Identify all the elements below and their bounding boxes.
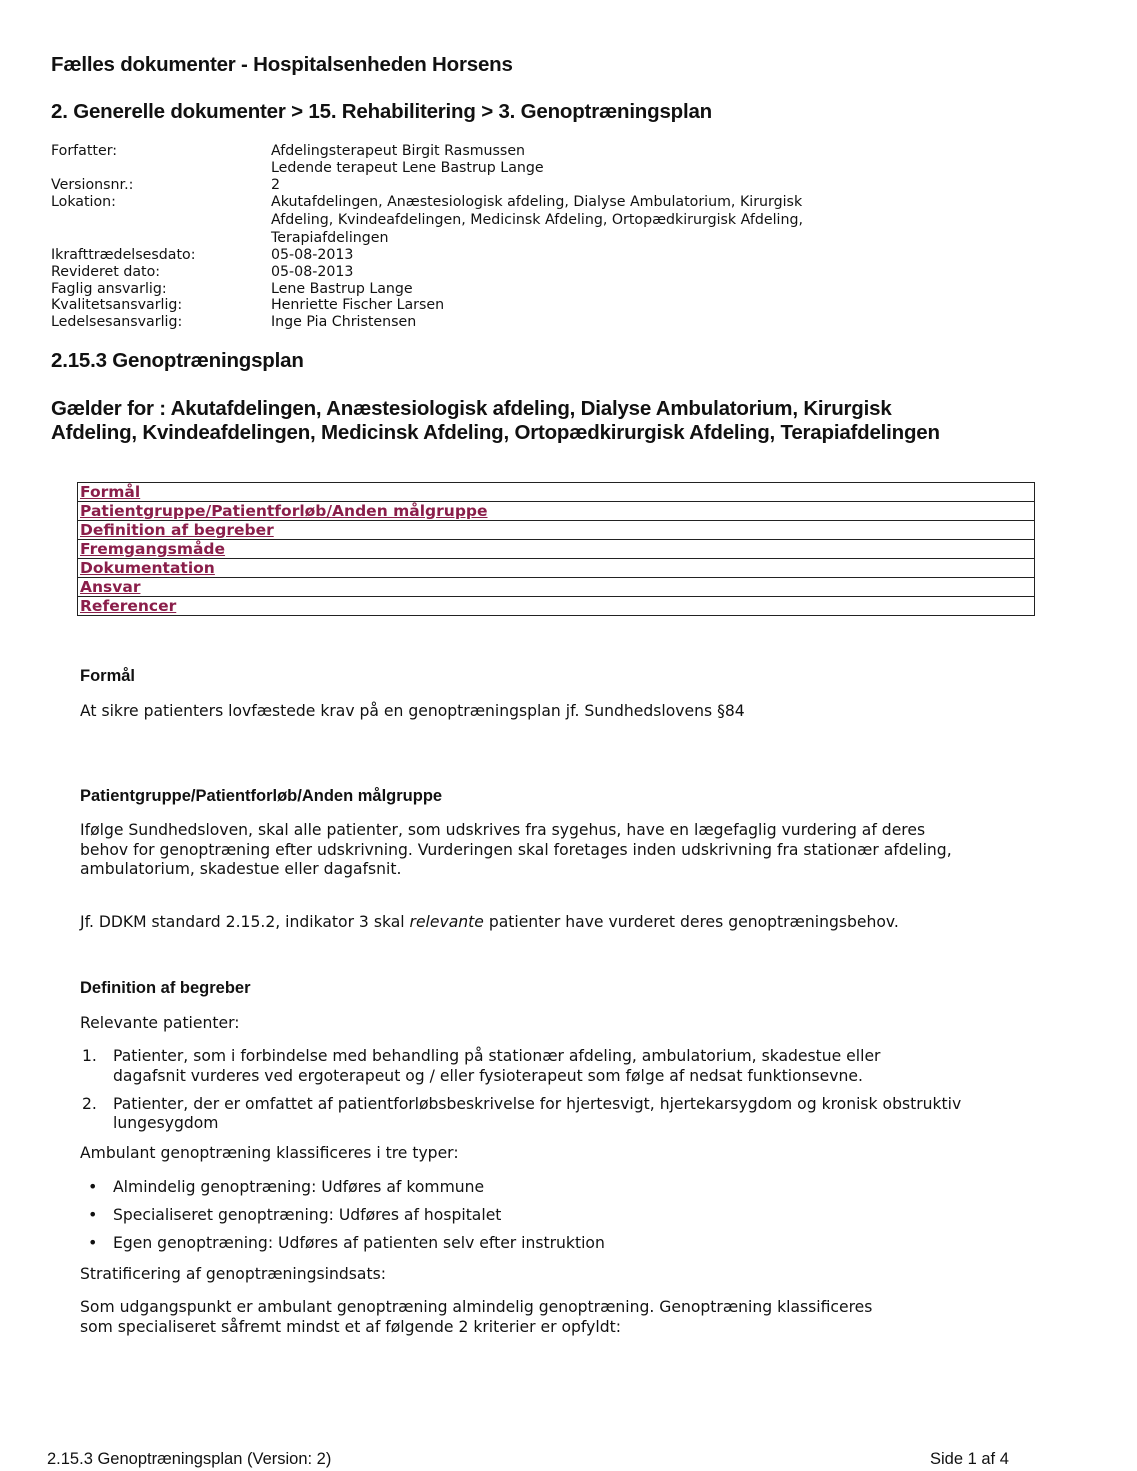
toc-row: [78, 559, 1035, 578]
meta-ikraft: 05-08-2013: [271, 247, 354, 263]
bullet-item: Almindelig genoptræning: Udføres af kommune: [113, 1178, 485, 1196]
meta-forfatter-1: Afdelingsterapeut Birgit Rasmussen: [271, 143, 526, 159]
section-heading-formaal: Formål: [80, 667, 136, 685]
list-number: 1.: [82, 1047, 97, 1065]
stratificering-line-1: Som udgangspunkt er ambulant genoptræning almindelig genoptræning. Genoptræning klassificeres: [80, 1298, 873, 1316]
toc-row: [78, 521, 1035, 540]
meta-lokation-1: Akutafdelingen, Anæstesiologisk afdeling, Dialyse Ambulatorium, Kirurgisk: [271, 194, 803, 210]
list-item-2-line-2: lungesygdom: [113, 1114, 219, 1132]
meta-ledelse-label: Ledelsesansvarlig:: [51, 314, 183, 330]
document-title: 2.15.3 Genoptræningsplan: [51, 349, 304, 372]
list-item-1-line-2: dagafsnit vurderes ved ergoterapeut og / eller fysioterapeut som følge af nedsat funktionsevne.: [113, 1067, 863, 1085]
meta-forfatter-2: Ledende terapeut Lene Bastrup Lange: [271, 160, 544, 176]
ddkm-reference-text: Jf. DDKM standard 2.15.2, indikator 3 skal relevante patienter have vurderet deres genoptræningsbehov.: [80, 913, 899, 931]
meta-kvalitet: Henriette Fischer Larsen: [271, 297, 445, 313]
table-of-contents: [77, 482, 1035, 616]
section-heading-definition: Definition af begreber: [80, 979, 251, 997]
meta-lokation-label: Lokation:: [51, 194, 116, 210]
list-item-2-line-1: Patienter, der er omfattet af patientforløbsbeskrivelse for hjertesvigt, hjertekarsygdom og kronisk obstruktiv: [113, 1095, 962, 1113]
meta-ledelse: Inge Pia Christensen: [271, 314, 417, 330]
list-number: 2.: [82, 1095, 97, 1113]
formaal-text: At sikre patienters lovfæstede krav på en genoptræningsplan jf. Sundhedslovens §84: [80, 702, 745, 720]
bullet-item: Egen genoptræning: Udføres af patienten selv efter instruktion: [113, 1234, 605, 1252]
meta-faglig: Lene Bastrup Lange: [271, 281, 413, 297]
document-header-title: Fælles dokumenter - Hospitalsenheden Horsens: [51, 53, 513, 76]
toc-link-definition[interactable]: Definition af begreber: [80, 521, 274, 539]
toc-link-ansvar[interactable]: Ansvar: [80, 578, 141, 596]
bullet-icon: •: [88, 1205, 98, 1224]
emphasis-relevante: relevante: [409, 913, 484, 931]
meta-revideret-label: Revideret dato:: [51, 264, 161, 280]
stratificering-label: Stratificering af genoptræningsindsats:: [80, 1265, 386, 1283]
footer-document-label: 2.15.3 Genoptræningsplan (Version: 2): [47, 1450, 332, 1468]
bullet-item: Specialiseret genoptræning: Udføres af hospitalet: [113, 1206, 502, 1224]
toc-row: [78, 502, 1035, 521]
toc-row: [78, 540, 1035, 559]
toc-row: [78, 578, 1035, 597]
toc-link-fremgangsmaade[interactable]: Fremgangsmåde: [80, 540, 226, 558]
list-item-1-line-1: Patienter, som i forbindelse med behandling på stationær afdeling, ambulatorium, skadestue eller: [113, 1047, 881, 1065]
toc-row: [78, 597, 1035, 616]
patientgruppe-line-1: Ifølge Sundhedsloven, skal alle patienter, som udskrives fra sygehus, have en lægefaglig vurdering af deres: [80, 821, 926, 839]
bullet-icon: •: [88, 1233, 98, 1252]
applies-to-line-1: Gælder for : Akutafdelingen, Anæstesiologisk afdeling, Dialyse Ambulatorium, Kirurgisk: [51, 397, 892, 420]
toc-row: [78, 483, 1035, 502]
stratificering-line-2: som specialiseret såfremt mindst et af følgende 2 kriterier er opfyldt:: [80, 1318, 621, 1336]
meta-forfatter-label: Forfatter:: [51, 143, 118, 159]
breadcrumb: 2. Generelle dokumenter > 15. Rehabilitering > 3. Genoptræningsplan: [51, 100, 712, 123]
patientgruppe-line-2: behov for genoptræning efter udskrivning. Vurderingen skal foretages inden udskrivning fra stationær afdeling,: [80, 841, 952, 859]
meta-ikraft-label: Ikrafttrædelsesdato:: [51, 247, 196, 263]
toc-link-referencer[interactable]: Referencer: [80, 597, 177, 615]
meta-faglig-label: Faglig ansvarlig:: [51, 281, 167, 297]
bullet-icon: •: [88, 1177, 98, 1196]
toc-link-dokumentation[interactable]: Dokumentation: [80, 559, 215, 577]
meta-lokation-3: Terapiafdelingen: [271, 230, 389, 246]
toc-link-formaal[interactable]: Formål: [80, 483, 141, 501]
footer-page-number: Side 1 af 4: [930, 1450, 1009, 1468]
toc-link-patientgruppe[interactable]: Patientgruppe/Patientforløb/Anden målgruppe: [80, 502, 488, 520]
meta-version-label: Versionsnr.:: [51, 177, 134, 193]
meta-revideret: 05-08-2013: [271, 264, 354, 280]
meta-lokation-2: Afdeling, Kvindeafdelingen, Medicinsk Afdeling, Ortopædkirurgisk Afdeling,: [271, 212, 803, 228]
section-heading-patientgruppe: Patientgruppe/Patientforløb/Anden målgruppe: [80, 787, 443, 805]
ambulant-types-intro: Ambulant genoptræning klassificeres i tre typer:: [80, 1144, 459, 1162]
applies-to-line-2: Afdeling, Kvindeafdelingen, Medicinsk Afdeling, Ortopædkirurgisk Afdeling, Terapiafdelingen: [51, 421, 940, 444]
patientgruppe-line-3: ambulatorium, skadestue eller dagafsnit.: [80, 860, 402, 878]
relevante-patienter-label: Relevante patienter:: [80, 1014, 240, 1032]
meta-version: 2: [271, 177, 281, 193]
meta-kvalitet-label: Kvalitetsansvarlig:: [51, 297, 183, 313]
